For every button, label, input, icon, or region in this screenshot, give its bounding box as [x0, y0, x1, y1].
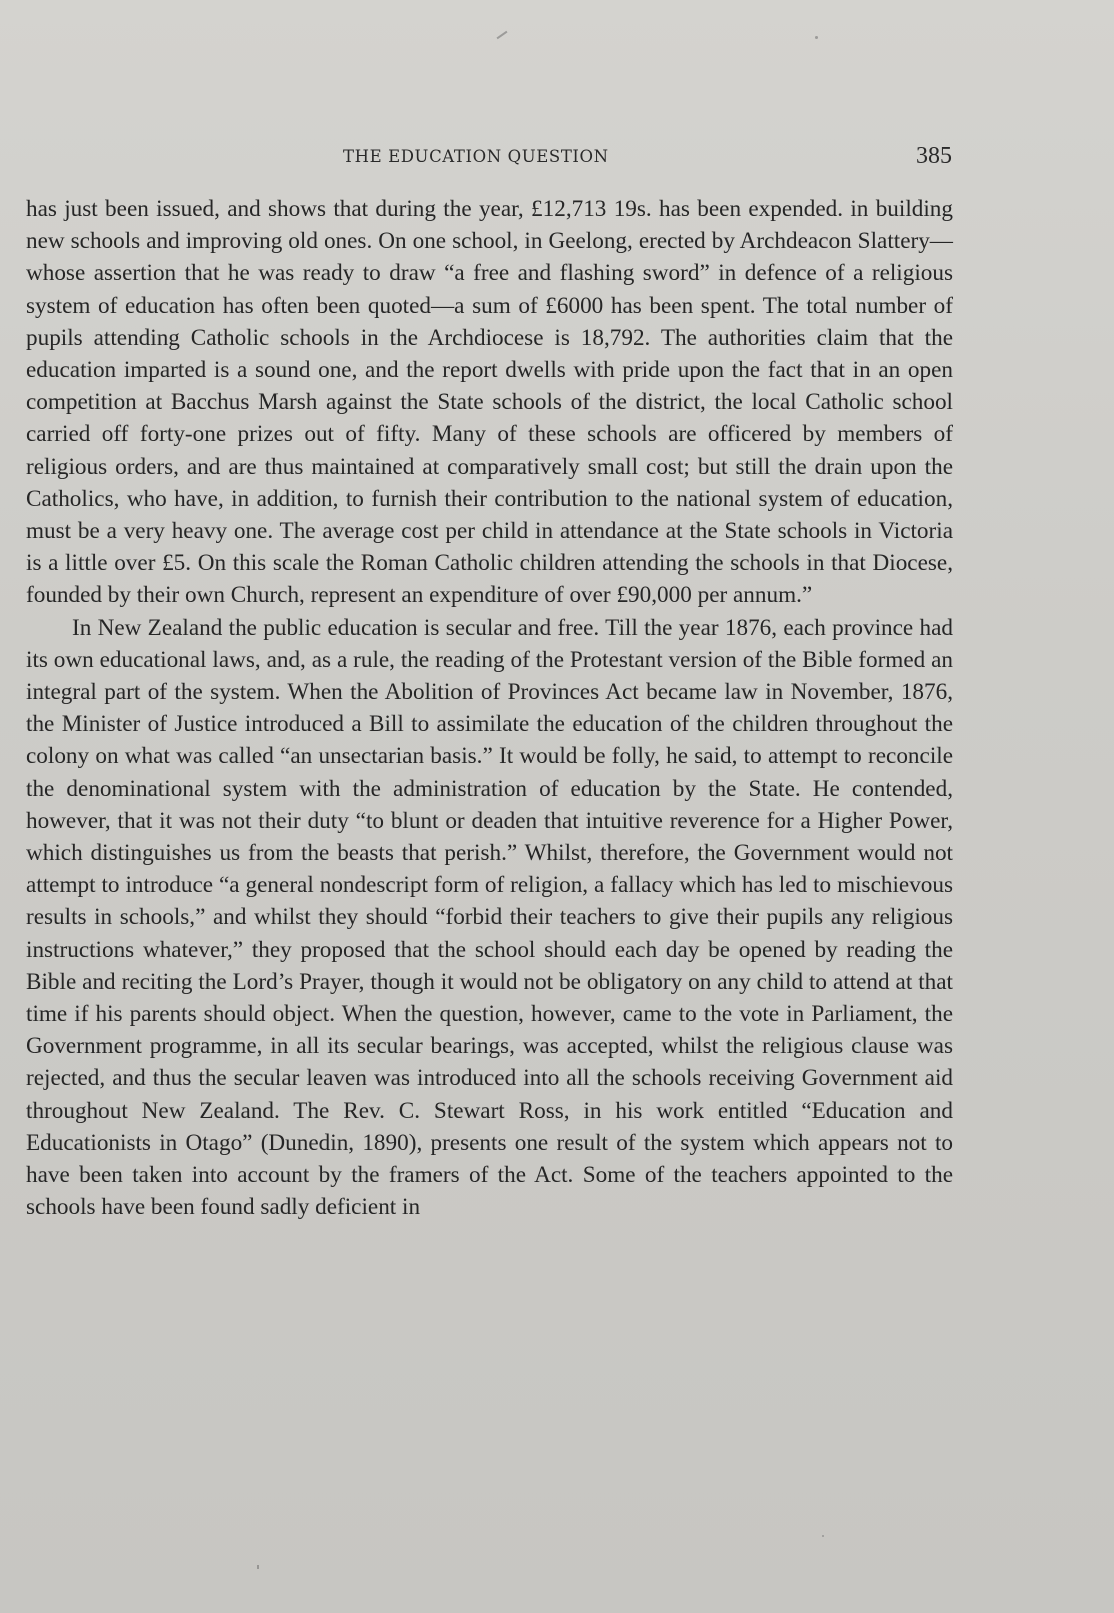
scan-speck: [815, 36, 818, 39]
running-head: [0, 143, 1114, 169]
paragraph-new-zealand: In New Zealand the public education is secular and free. Till the year 1876, each province had its own educational laws, and, as a rule, the reading of the Protestant version of the Bible formed an integral part of the system. When the Abolition of Provinces Act became law in November, 1876, the Minister of Justice introduced a Bill to assimilate the education of the children throughout the colony on what was called “an unsectarian basis.” It would be folly, he said, to attempt to reconcile the denominational system with the administration of education by the State. He contended, however, that it was not their duty “to blunt or deaden that intuitive reverence for a Higher Power, which distinguishes us from the beasts that perish.” Whilst, therefore, the Government would not attempt to introduce “a general nondescript form of religion, a fallacy which has led to mischievous results in schools,” and whilst they should “forbid their teachers to give their pupils any religious instructions whatever,” they proposed that the school should each day be opened by reading the Bible and reciting the Lord’s Prayer, though it would not be obligatory on any child to attend at that time if his parents should object. When the question, however, came to the vote in Parliament, the Government programme, in all its secular bearings, was accepted, whilst the religious clause was rejected, and thus the secular leaven was introduced into all the schools receiving Government aid throughout New Zealand. The Rev. C. Stewart Ross, in his work entitled “Education and Educationists in Otago” (Dunedin, 1890), presents one result of the system which appears not to have been taken into account by the framers of the Act. Some of the teachers appointed to the schools have been found sadly deficient in: [26, 614, 953, 1221]
paragraph-continued: has just been issued, and shows that during the year, £12,713 19s. has been expended. in building new schools and improving old ones. On one school, in Geelong, erected by Archdeacon Slattery—whose assertion that he was ready to draw “a free and flashing sword” in defence of a religious system of education has often been quoted—a sum of £6000 has been spent. The total number of pupils attending Catholic schools in the Archdiocese is 18,792. The authorities claim that the education imparted is a sound one, and the report dwells with pride upon the fact that in an open competition at Bacchus Marsh against the State schools of the district, the local Catholic school carried off forty-one prizes out of fifty. Many of these schools are officered by members of religious orders, and are thus maintained at comparatively small cost; but still the drain upon the Catholics, who have, in addition, to furnish their contribution to the national system of education, must be a very heavy one. The average cost per child in attendance at the State schools in Victoria is a little over £5. On this scale the Roman Catholic children attending the schools in that Diocese, founded by their own Church, represent an expenditure of over £90,000 per annum.”: [26, 196, 953, 609]
running-title: THE EDUCATION QUESTION: [343, 147, 609, 166]
scan-speck: [822, 1535, 824, 1537]
scan-speck: [257, 1565, 259, 1569]
scan-speck: [497, 31, 508, 40]
body-text: [26, 193, 953, 1224]
page-number: 385: [916, 143, 952, 169]
